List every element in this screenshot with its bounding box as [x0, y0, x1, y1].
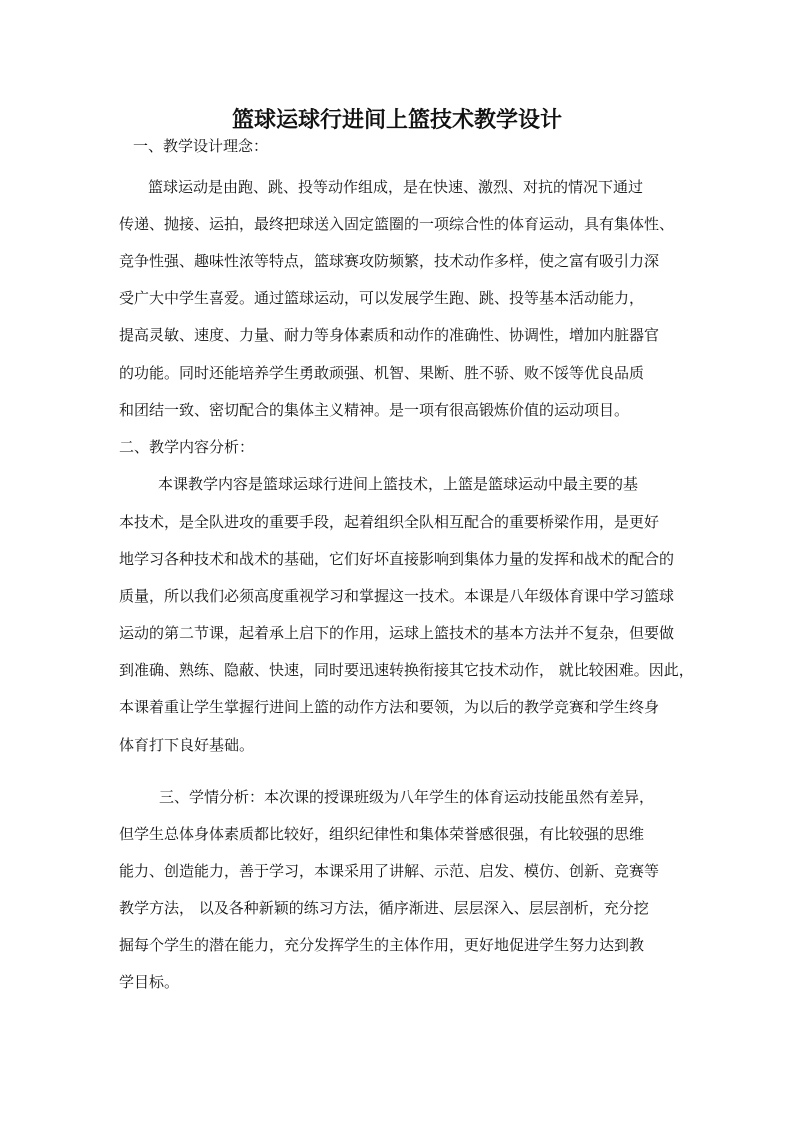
section-1-line-2: 传递、抛接、运拍，最终把球送入固定篮圈的一项综合性的体育运动，具有集体性、 — [119, 215, 675, 233]
section-3-line-5: 掘每个学生的潜在能力，充分发挥学生的主体作用，更好地促进学生努力达到教 — [119, 936, 645, 954]
section-2-line-4: 质量，所以我们必须高度重视学习和掌握这一技术。本课是八年级体育课中学习篮球 — [119, 587, 675, 605]
section-1-line-6: 的功能。同时还能培养学生勇敢顽强、机智、果断、胜不骄、败不馁等优良品质 — [119, 364, 645, 382]
section-3-line-3: 能力、创造能力，善于学习，本课采用了讲解、示范、启发、模仿、创新、竞赛等 — [119, 862, 660, 880]
section-1-line-7: 和团结一致、密切配合的集体主义精神。是一项有很高锻炼价值的运动项目。 — [119, 401, 630, 419]
section-2-line-2: 本技术，是全队进攻的重要手段，起着组织全队相互配合的重要桥梁作用，是更好 — [119, 513, 660, 531]
section-3-line-6: 学目标。 — [119, 973, 180, 991]
document-title: 篮球运球行进间上篮技术教学设计 — [231, 107, 562, 133]
section-2-line-6: 到准确、熟练、隐蔽、快速，同时要迅速转换衔接其它技术动作， 就比较困难。因此， — [119, 661, 694, 679]
section-3-line-2: 但学生总体身体素质都比较好，组织纪律性和集体荣誉感很强，有比较强的思维 — [119, 825, 645, 843]
section-1-line-3: 竞争性强、趣味性浓等特点，篮球赛攻防频繁，技术动作多样，使之富有吸引力深 — [119, 252, 660, 270]
section-2-heading: 二、教学内容分析： — [119, 438, 255, 456]
section-2-line-1: 本课教学内容是篮球运球行进间上篮技术，上篮是篮球运动中最主要的基 — [158, 475, 639, 493]
section-2-line-5: 运动的第二节课，起着承上启下的作用，运球上篮技术的基本方法并不复杂，但要做 — [119, 624, 675, 642]
section-1-heading: 一、教学设计理念： — [133, 137, 269, 155]
section-1-line-4: 受广大中学生喜爱。通过篮球运动，可以发展学生跑、跳、投等基本活动能力， — [119, 289, 645, 307]
section-2-line-8: 体育打下良好基础。 — [119, 736, 255, 754]
section-2-line-7: 本课着重让学生掌握行进间上篮的动作方法和要领，为以后的教学竞赛和学生终身 — [119, 698, 660, 716]
section-1-line-1: 篮球运动是由跑、跳、投等动作组成，是在快速、激烈、对抗的情况下通过 — [148, 178, 644, 196]
section-3-line-4: 教学方法， 以及各种新颖的练习方法，循序渐进、层层深入、层层剖析，充分挖 — [119, 899, 649, 917]
section-3-line-1: 三、学情分析：本次课的授课班级为八年学生的体育运动技能虽然有差异， — [159, 788, 655, 806]
section-1-line-5: 提高灵敏、速度、力量、耐力等身体素质和动作的准确性、协调性，增加内脏器官 — [119, 326, 660, 344]
section-2-line-3: 地学习各种技术和战术的基础，它们好坏直接影响到集体力量的发挥和战术的配合的 — [119, 550, 675, 568]
